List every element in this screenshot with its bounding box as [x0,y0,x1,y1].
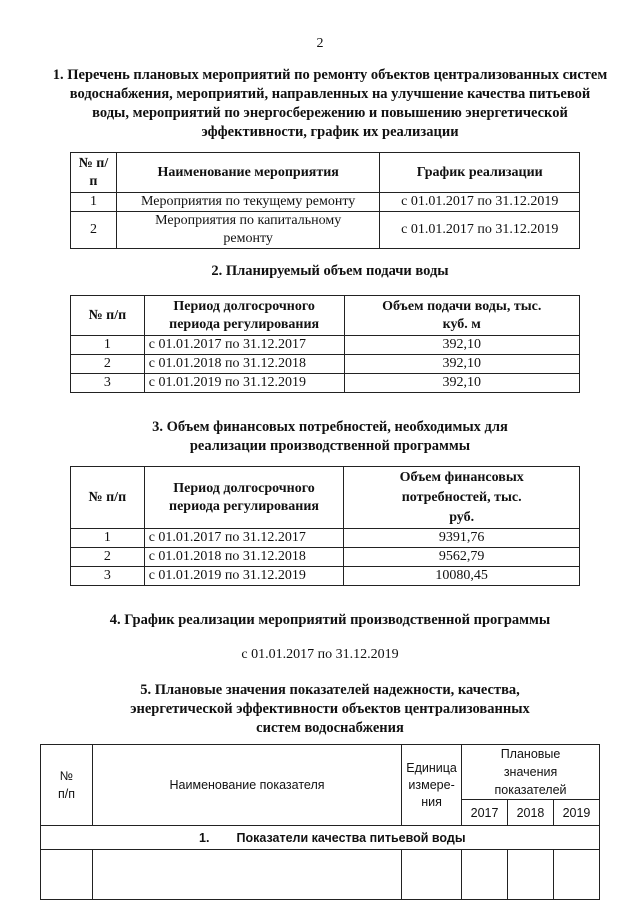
table-cell: 2 [71,212,117,249]
table-header: № п/п [71,467,145,529]
section3-title: 3. Объем финансовых потребностей, необходимых для реализации производственной программы [152,419,508,454]
table-cell: 3 [71,374,145,393]
table-cell: 9391,76 [344,529,580,548]
table-cell: 1 [71,529,145,548]
table-cell: 1 [71,336,145,355]
section1-title: 1. Перечень плановых мероприятий по ремонту объектов централизованных систем водоснабжения, мероприятий, направленных на улучшение качества питьевой воды, мероприятий по энергосбережению и повышению энергетической эффективности, график их реализации [52,67,608,140]
table-row [71,548,580,567]
table-header: № п/п [71,296,145,336]
table-header-year: 2019 [553,800,599,826]
section2-table [70,295,580,393]
table-header-year: 2018 [508,800,554,826]
table-row [71,567,580,586]
table-cell: с 01.01.2019 по 31.12.2019 [144,567,344,586]
table-cell: с 01.01.2018 по 31.12.2018 [144,355,344,374]
table-cell: с 01.01.2017 по 31.12.2017 [144,336,344,355]
table-row [41,850,600,900]
table-header: Период долгосрочного периода регулирования [144,467,344,529]
table-row [71,529,580,548]
table-cell: с 01.01.2017 по 31.12.2017 [144,529,344,548]
section1-table [70,152,580,249]
table-header: Период долгосрочного периода регулирования [144,296,344,336]
table-cell: с 01.01.2019 по 31.12.2019 [144,374,344,393]
table-cell: с 01.01.2017 по 31.12.2019 [380,193,580,212]
table-header: График реализации [380,153,580,193]
table-cell: 2 [71,548,145,567]
table-header-year: 2017 [462,800,508,826]
page-number: 2 [316,36,324,51]
group-row-number: 1. [199,830,210,845]
table-header: Наименование мероприятия [116,153,380,193]
table-cell: 2 [71,355,145,374]
table-header-num: № п/п [41,745,93,826]
section5-title: 5. Плановые значения показателей надежности, качества, энергетической эффективности объектов централизованных систем водоснабжения [130,682,530,736]
table-cell: 3 [71,567,145,586]
section4-title: 4. График реализации мероприятий производственной программы [109,612,551,628]
table-cell: с 01.01.2018 по 31.12.2018 [144,548,344,567]
section4-period: с 01.01.2017 по 31.12.2019 [241,647,399,662]
section3-table [70,466,580,586]
table-cell: 1 [71,193,117,212]
table-row [71,355,580,374]
table-group-row [41,826,600,850]
table-header-name: Наименование показателя [92,745,401,826]
table-row [71,212,580,249]
table-header-unit: Единица измере- ния [402,745,462,826]
table-cell: 392,10 [344,355,580,374]
table-header: Объем финансовых потребностей, тыс. руб. [344,467,580,529]
table-cell: Мероприятия по текущему ремонту [116,193,380,212]
table-cell: с 01.01.2017 по 31.12.2019 [380,212,580,249]
section5-table [40,744,600,900]
table-row [71,374,580,393]
group-row-label: Показатели качества питьевой воды [236,830,466,845]
table-cell: 392,10 [344,374,580,393]
table-cell: 9562,79 [344,548,580,567]
table-row [71,336,580,355]
table-header: Объем подачи воды, тыс. куб. м [344,296,580,336]
section2-title: 2. Планируемый объем подачи воды [211,263,449,279]
table-cell: 392,10 [344,336,580,355]
table-header-planned: Плановые значения показателей [462,745,600,800]
table-header: № п/п [71,153,117,193]
table-row [71,193,580,212]
table-cell: 10080,45 [344,567,580,586]
table-cell: Мероприятия по капитальному ремонту [116,212,380,249]
